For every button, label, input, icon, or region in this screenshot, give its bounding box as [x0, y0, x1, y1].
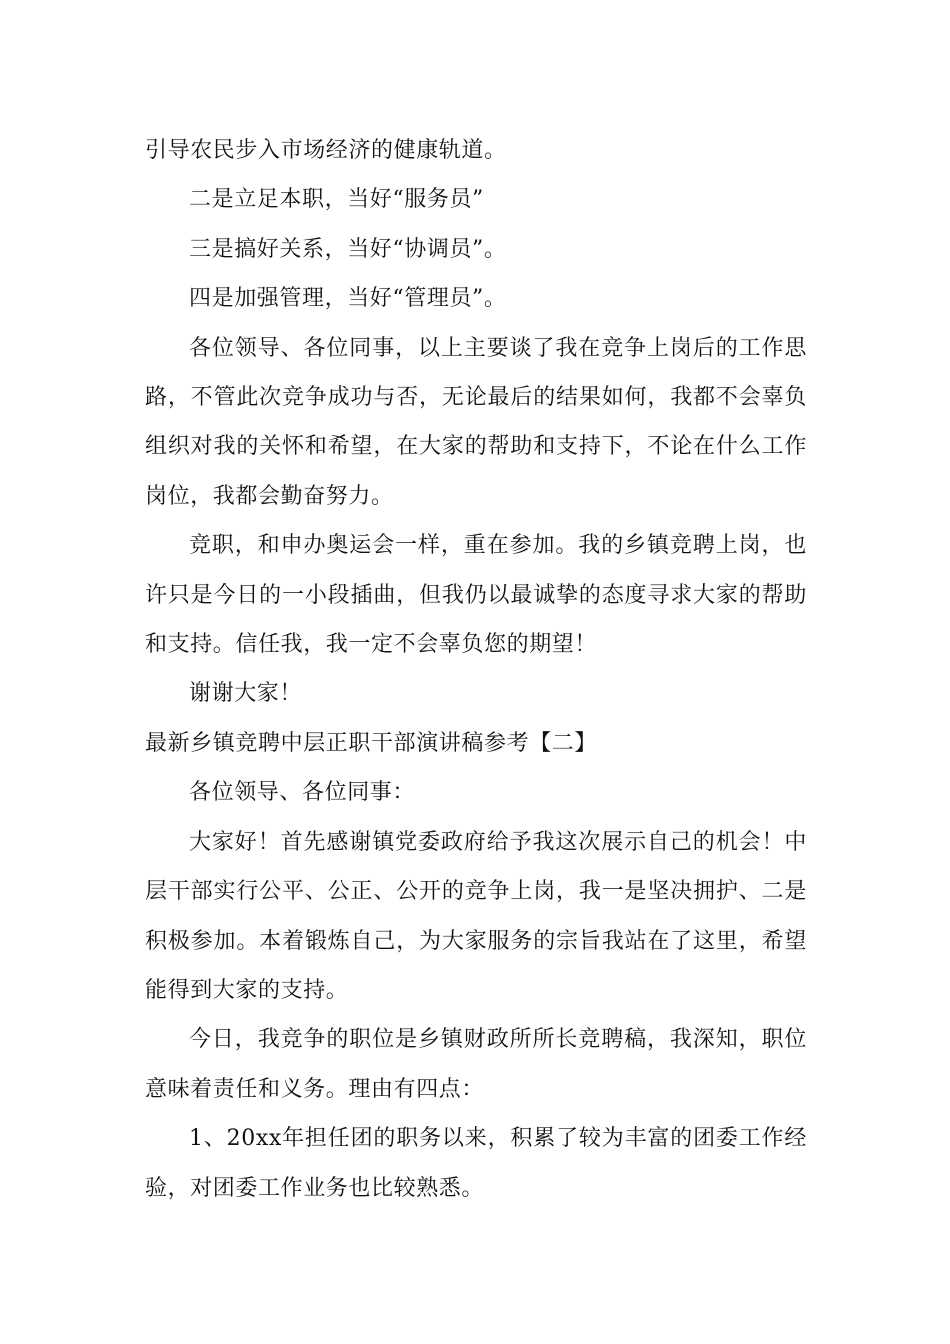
section-paragraph-1: 各位领导、各位同事：: [189, 780, 416, 806]
section-paragraph-4: 1、20xx年担任团的职务以来，积累了较为丰富的团委工作经验，对团委工作业务也比较熟悉。: [145, 1126, 807, 1201]
paragraph-1: 引导农民步入市场经济的健康轨道。: [145, 138, 507, 163]
section-paragraph-2: 大家好！首先感谢镇党委政府给予我这次展示自己的机会！中层干部实行公平、公正、公开的竞争上岗，我一是坚决拥护、二是积极参加。本着锻炼自己，为大家服务的宗旨我站在了这里，希望能得到大家的支持。: [145, 829, 807, 1003]
paragraph-6: 竞职，和申办奥运会一样，重在参加。我的乡镇竞聘上岗，也许只是今日的一小段插曲，但我仍以最诚挚的态度寻求大家的帮助和支持。信任我，我一定不会辜负您的期望！: [145, 533, 807, 658]
paragraph-5: 各位领导、各位同事，以上主要谈了我在竞争上岗后的工作思路，不管此次竞争成功与否，无论最后的结果如何，我都不会辜负组织对我的关怀和希望，在大家的帮助和支持下，不论在什么工作岗位，我都会勤奋努力。: [145, 335, 807, 509]
paragraph-4: 四是加强管理，当好“管理员”。: [189, 286, 507, 312]
paragraph-7: 谢谢大家！: [189, 681, 303, 707]
document-body: [145, 126, 807, 1213]
section-paragraph-3: 今日，我竞争的职位是乡镇财政所所长竞聘稿，我深知，职位意味着责任和义务。理由有四点：: [145, 1027, 807, 1102]
paragraph-2: 二是立足本职，当好“服务员”: [189, 187, 484, 213]
section-title: 最新乡镇竞聘中层正职干部演讲稿参考【二】: [145, 730, 598, 756]
paragraph-3: 三是搞好关系，当好“协调员”。: [189, 236, 507, 262]
